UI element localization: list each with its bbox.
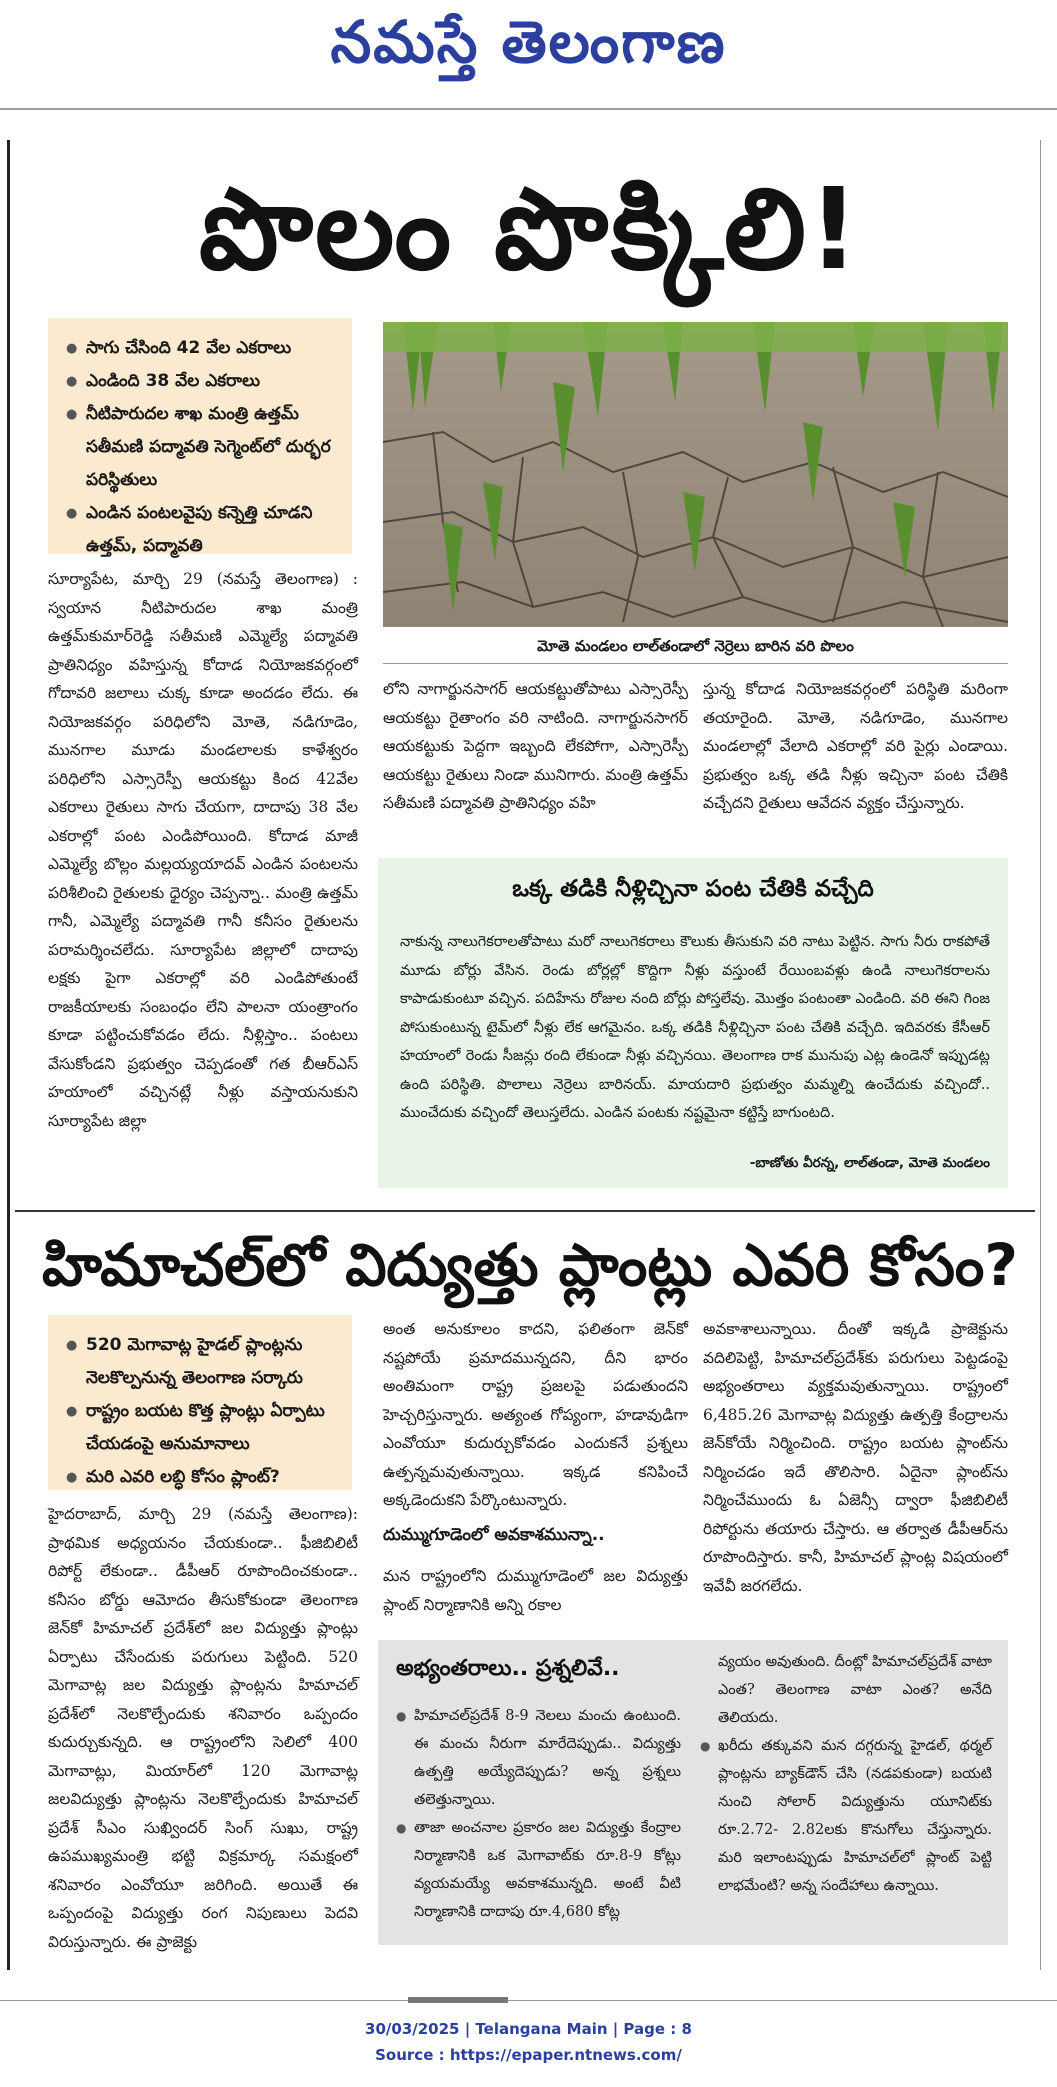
article2-column-3: అవకాశాలున్నాయి. దీంతో ఇక్కడి ప్రాజెక్టును వదిలిపెట్టి, హిమాచల్‌ప్రదేశ్‌కు పరుగులు పెట్టడంపై అభ్యంతరాలు వ్యక్తమవుతున్నాయి. రాష్ట్రంలో 6,485.26 మెగావాట్ల విద్యుత్తు ఉత్పత్తి కేంద్రాలను జెన్‌కోయే నిర్మించింది. రాష్ట్రం బయట ప్లాంట్‌ను నిర్మించడం ఇదే తొలిసారి. ఏదైనా ప్లాంట్‌ను నిర్మించేముందు ఓ ఏజెన్సీ ద్వారా ఫీజిబిలిటీ రిపోర్టును తయారు చేస్తారు. ఆ తర్వాత డీపీఆర్‌ను రూపొందిస్తారు. కానీ, హిమాచల్ ప్లాంట్ల విషయంలో ఇవేవీ జరగలేదు. — [703, 1320, 1008, 1595]
dry-paddy-field-photo — [383, 322, 1008, 627]
quote-title: ఒక్క తడికి నీళ్లిచ్చినా పంట చేతికి వచ్చేది — [512, 876, 874, 902]
cracked-field-image — [383, 322, 1008, 627]
highlight-item: ● మరి ఎవరి లబ్ధి కోసం ప్లాంట్? — [66, 1461, 338, 1494]
objection-continued: వ్యయం అవుతుంది. దీంట్లో హిమాచల్‌ప్రదేశ్ వాటా ఎంత? తెలంగాణ వాటా ఎంత? అనేది తెలియదు. — [718, 1654, 992, 1726]
highlight-item: ● రాష్ట్రం బయట కొత్త ప్లాంట్లు ఏర్పాటు చేయడంపై అనుమానాలు — [66, 1395, 338, 1461]
footer-source: Source : https://epaper.ntnews.com/ — [375, 2046, 682, 2064]
objections-left-column — [396, 1702, 681, 1926]
article2-column-2: అంత అనుకూలం కాదని, ఫలితంగా జెన్‌కో నష్టపోయే ప్రమాదమున్నదని, దీని భారం అంతిమంగా రాష్ట్ర ప్రజలపై పడుతుందని హెచ్చరిస్తున్నారు. అత్యంత గోప్యంగా, హడావుడిగా ఎంవోయూ కుదుర్చుకోవడం ఎందుకనే ప్రశ్నలు ఉత్పన్నమవుతున్నాయి. ఇక్కడ కనిపించే అక్కడెందుకని పేర్కొంటున్నారు. — [383, 1320, 688, 1509]
objections-right-column — [700, 1648, 992, 1900]
highlight-item: ● నీటిపారుదల శాఖ మంత్రి ఉత్తమ్ సతీమణి పద్మావతి సెగ్మెంట్‌లో దుర్భర పరిస్థితులు — [66, 398, 338, 497]
objection-item: ● హిమాచల్‌ప్రదేశ్ 8-9 నెలలు మంచు ఉంటుంది. ఈ మంచు నీరుగా మారేదెప్పుడు.. విద్యుత్తు ఉత్పత్తి అయ్యేదెప్పుడు? అన్న ప్రశ్నలు తలెత్తున్నాయి. — [396, 1702, 681, 1814]
article1-highlights — [48, 318, 352, 554]
footer-edition-info: 30/03/2025 | Telangana Main | Page : 8 — [365, 2020, 692, 2038]
article-divider — [15, 1210, 1035, 1212]
footer-rule — [0, 2000, 1057, 2001]
article2-highlights — [48, 1315, 352, 1490]
farmer-quote-box — [378, 858, 1008, 1188]
highlight-item: ● ఎండిన పంటలవైపు కన్నెత్తి చూడని ఉత్తమ్, పద్మావతి — [66, 497, 338, 563]
objections-box — [378, 1640, 1008, 1945]
article2-column-1: హైదరాబాద్, మార్చి 29 (నమస్తే తెలంగాణ): ప్రాథమిక అధ్యయనం చేయకుండా.. ఫీజిబిలిటీ రిపోర్ట్ లేకుండా.. డీపీఆర్ రూపొందించకుండా.. కనీసం బోర్డు ఆమోదం తీసుకోకుండా తెలంగాణ జెన్‌కో హిమాచల్ ప్రదేశ్‌లో జల విద్యుత్తు ప్లాంట్లు ఏర్పాటు చేసేందుకు పరుగులు పెట్టింది. 520 మెగావాట్ల జల విద్యుత్తు ప్లాంట్లను హిమాచల్ ప్రదేశ్‌లో నెలకొల్పేందుకు శనివారం ఒప్పందం కుదుర్చుకున్నది. ఆ రాష్ట్రంలోని సెలిలో 400 మెగావాట్లు, మియార్‌లో 120 మెగావాట్ల జలవిద్యుత్తు ప్లాంట్లను నెలకొల్పేందుకు హిమాచల్ ప్రదేశ్ సీఎం సుఖ్విందర్ సింగ్ సుఖు, రాష్ట్ర ఉపముఖ్యమంత్రి భట్టి విక్రమార్క సమక్షంలో శనివారం ఎంవోయూ జరిగింది. అయితే ఈ ఒప్పందంపై విద్యుత్తు రంగ నిపుణులు పెదవి విరుస్తున్నారు. ఈ ప్రాజెక్టు — [48, 1505, 358, 1951]
highlight-item: ● ఎండింది 38 వేల ఎకరాలు — [66, 365, 338, 398]
article2-column-2-continued: మన రాష్ట్రంలోని దుమ్ముగూడెంలో జల విద్యుత్తు ప్లాంట్ నిర్మాణానికి అన్ని రకాల — [383, 1567, 688, 1614]
article2-headline: హిమాచల్‌లో విద్యుత్తు ప్లాంట్లు ఎవరి కోసం? — [42, 1231, 1018, 1299]
quote-attribution: -బాణోతు వీరన్న, లాల్‌తండా, మోతె మండలం — [749, 1155, 990, 1171]
newspaper-logo: నమస్తే తెలంగాణ — [330, 8, 727, 76]
objections-title: అభ్యంతరాలు.. ప్రశ్నలివే.. — [396, 1656, 620, 1681]
quote-body: నాకున్న నాలుగెకరాలతోపాటు మరో నాలుగెకరాలు కౌలుకు తీసుకుని వరి నాటు పెట్టిన. సాగు నీరు రాకపోతే మూడు బోర్లు వేసిన. రెండు బోర్లల్లో కొద్దిగా నీళ్లు వస్తుంటే రేయింబవళ్లు ఉండి నాలుగెకరాలను కాపాడుకుంటూ వచ్చిన. పదిహేను రోజుల నంది బోర్లు పోస్తలేవు. మొత్తం పంటంతా ఎండింది. వరి ఈని గింజ పోసుకుంటున్న టైమ్‌లో నీళ్లు లేక ఆగమైనం. ఒక్క తడికి నీళ్లిచ్చినా పంట చేతికి వచ్చేది. ఇదివరకు కేసీఆర్ హయాంలో రెండు సీజన్లు రంది లేకుండా నీళ్లు వచ్చినయి. తెలంగాణ రాక మునుపు ఎట్ల ఉండెనో ఇప్పుడట్ల ఉంది పరిస్థితి. పొలాలు నెర్రెలు బారినయ్. మాయదారి ప్రభుత్వం మమ్మల్ని ఉంచేదుకు వచ్చిందో.. ముంచేదుకు వచ్చిందో తెలుస్తలేదు. ఎండిన పంటకు నష్టమైనా కట్టిస్తే బాగుంటది. — [400, 934, 990, 1121]
right-margin-rule — [1040, 140, 1057, 1970]
article1-column-3: స్తున్న కోదాడ నియోజకవర్గంలో పరిస్థితి మరింగా తయారైంది. మోతె, నడిగూడెం, మునగాల మండలాల్లో వేలాది ఎకరాల్లో వరి పైర్లు ఎండాయి. ప్రభుత్వం ఒక్క తడి నీళ్లు ఇచ్చినా పంట చేతికి వచ్చేదని రైతులు ఆవేదన వ్యక్తం చేస్తున్నారు. — [703, 680, 1008, 812]
article1-column-1: సూర్యాపేట, మార్చి 29 (నమస్తే తెలంగాణ) : స్వయాన నీటిపారుదల శాఖ మంత్రి ఉత్తమ్‌కుమార్‌రెడ్డి సతీమణి ఎమ్మెల్యే పద్మావతి ప్రాతినిధ్యం వహిస్తున్న కోదాడ నియోజకవర్గంలో గోదావరి జలాలు చుక్క కూడా అందడం లేదు. ఈ నియోజకవర్గం పరిధిలోని మోతె, నడిగూడెం, మునగాల మూడు మండలాలకు కాళేశ్వరం పరిధిలోని ఎస్సారెస్పీ ఆయకట్టు కింద 42వేల ఎకరాలు రైతులు సాగు చేయగా, దాదాపు 38 వేల ఎకరాల్లో పంట ఎండిపోయింది. కోదాడ మాజీ ఎమ్మెల్యే బొల్లం మల్లయ్యయాదవ్ ఎండిన పంటలను పరిశీలించి రైతులకు ధైర్యం చెప్పన్నా.. మంత్రి ఉత్తమ్ గానీ, ఎమ్మెల్యే పద్మావతి గానీ కనీసం రైతులను పరామర్శించలేదు. సూర్యాపేట జిల్లాలో దాదాపు లక్షకు పైగా ఎకరాల్లో వరి ఎండిపోతుంటే రాజకీయాలకు సంబంధం లేని పాలనా యంత్రాంగం కూడా పట్టించుకోవడం లేదు. నీళ్లిస్తాం.. పంటలు వేసుకోండని ప్రభుత్వం చెప్పడంతో గత బీఆర్‌ఎస్ హయాంలో వచ్చినట్లే నీళ్లు వస్తాయనుకుని సూర్యాపేట జిల్లా — [48, 570, 358, 1130]
footer-tab — [408, 1997, 508, 2003]
objection-item: ● తాజా అంచనాల ప్రకారం జల విద్యుత్తు కేంద్రాల నిర్మాణానికి ఒక మెగావాట్‌కు రూ.8-9 కోట్లు వ్యయమయ్యే అవకాశమున్నది. అంటే వీటి నిర్మాణానికి దాదాపు రూ.4,680 కోట్ల — [396, 1814, 681, 1926]
article1-headline: పొలం పొక్కిలి! — [198, 165, 862, 295]
photo-caption: మోతె మండలం లాల్‌తండాలో నెర్రెలు బారిన వరి పొలం — [383, 628, 1008, 664]
highlight-item: ● సాగు చేసింది 42 వేల ఎకరాలు — [66, 332, 338, 365]
objection-item: ● ఖరీదు తక్కువని మన దగ్గరున్న హైడల్, థర్మల్ ప్లాంట్లను బ్యాక్‌డౌన్ చేసి (నడపకుండా) బయటి నుంచి సోలార్ విద్యుత్తును యూనిట్‌కు రూ.2.72- 2.82లకు కొనుగోలు చేస్తున్నారు. మరి ఇలాంటప్పుడు హిమాచల్‌లో ప్లాంట్ పెట్టి లాభమేంటి? అన్న సందేహాలు ఉన్నాయి. — [700, 1732, 992, 1900]
article1-column-2: లోని నాగార్జునసాగర్ ఆయకట్టుతోపాటు ఎస్సారెస్పీ ఆయకట్టు రైతాంగం వరి నాటింది. నాగార్జునసాగర్ ఆయకట్టుకు పెద్దగా ఇబ్బంది లేకపోగా, ఎస్సారెస్పీ ఆయకట్టు రైతులు నిండా మునిగారు. మంత్రి ఉత్తమ్ సతీమణి పద్మావతి ప్రాతినిధ్యం వహి — [383, 680, 688, 812]
article2-subhead: దుమ్ముగూడెంలో అవకాశమున్నా.. — [383, 1525, 605, 1545]
masthead — [0, 0, 1057, 110]
highlight-item: ● 520 మెగావాట్ల హైడల్ ప్లాంట్లను నెలకొల్పనున్న తెలంగాణ సర్కారు — [66, 1329, 338, 1395]
left-margin-rule — [0, 140, 10, 1970]
